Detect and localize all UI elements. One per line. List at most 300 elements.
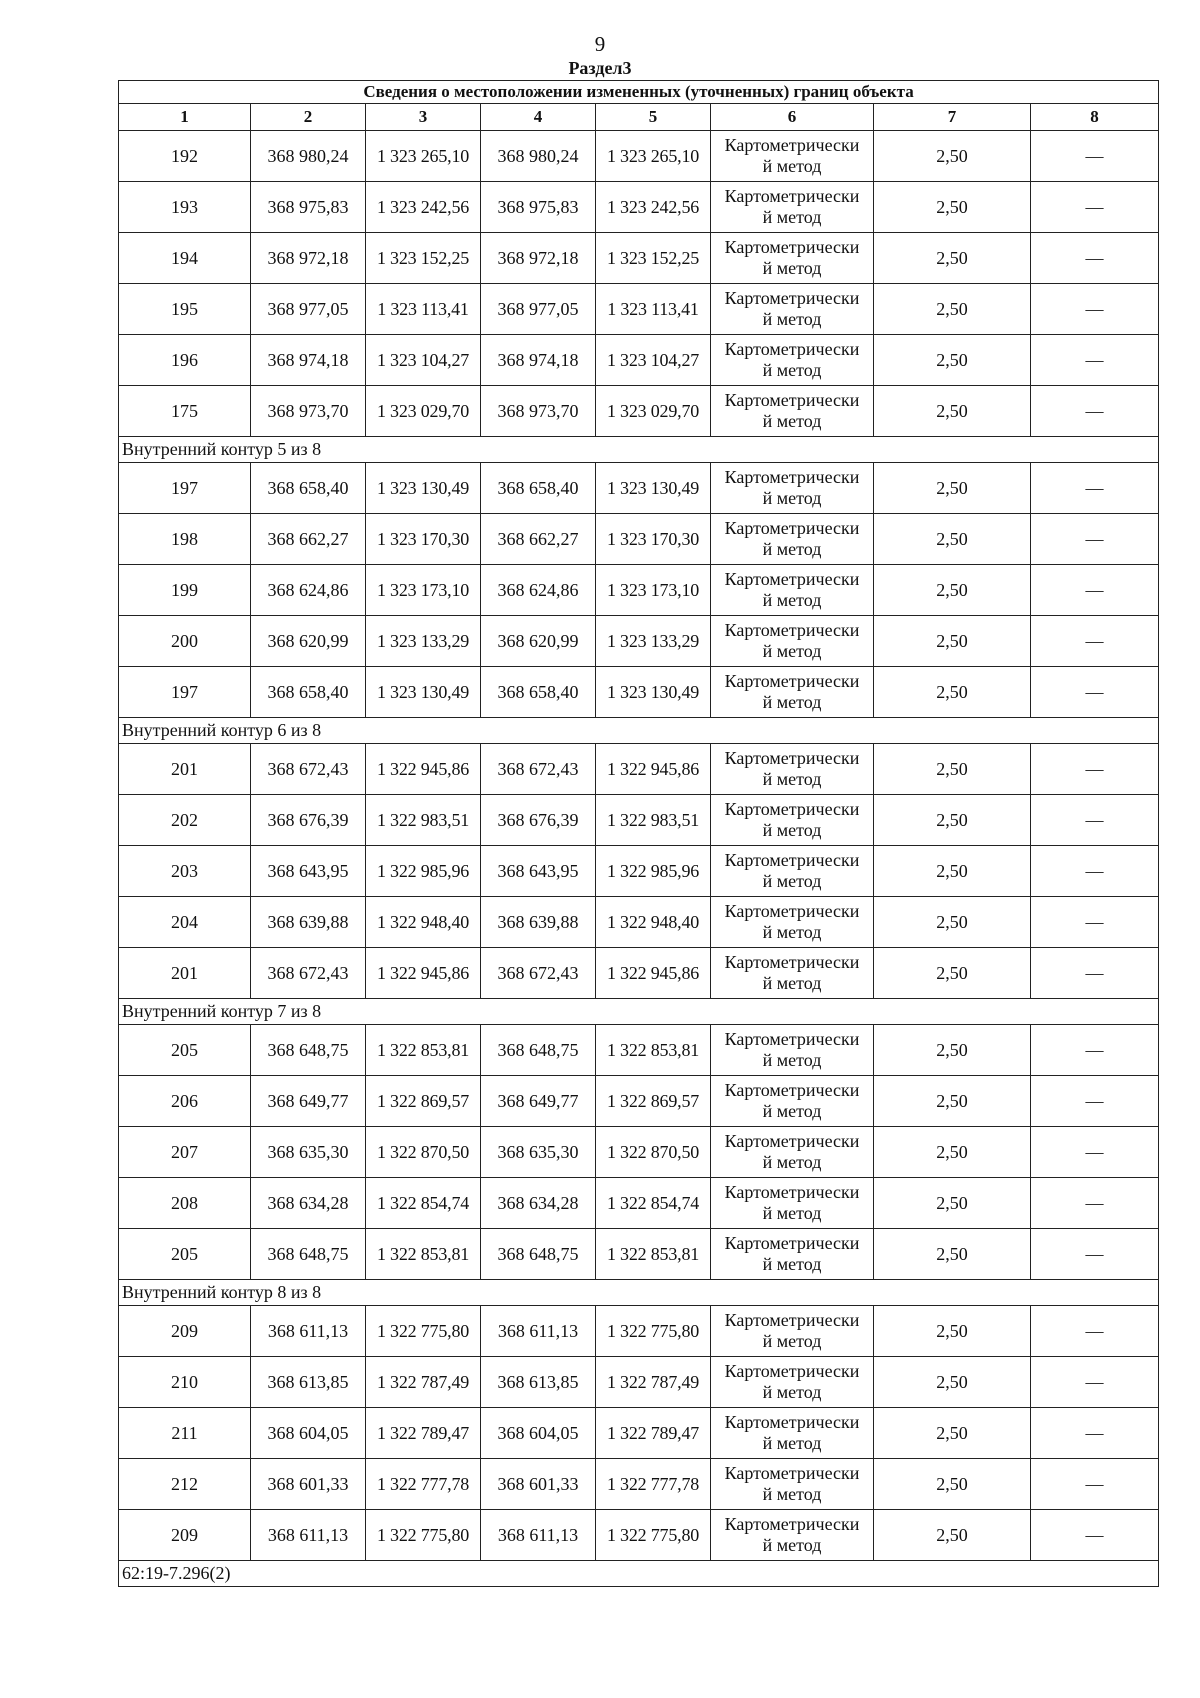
refined-y-coordinate: 1 322 775,80: [596, 1510, 711, 1561]
method-line-1: Картометрически: [724, 620, 860, 640]
refined-x-coordinate: 368 648,75: [481, 1229, 596, 1280]
precision-value: 2,50: [874, 744, 1031, 795]
refined-y-coordinate: 1 323 133,29: [596, 616, 711, 667]
empty-value-dash: —: [1031, 1076, 1159, 1127]
precision-value: 2,50: [874, 131, 1031, 182]
refined-x-coordinate: 368 974,18: [481, 335, 596, 386]
point-number: 212: [119, 1459, 251, 1510]
refined-y-coordinate: 1 322 853,81: [596, 1229, 711, 1280]
determination-method: [711, 386, 874, 437]
method-line-1: Картометрически: [724, 1514, 860, 1534]
refined-x-coordinate: 368 620,99: [481, 616, 596, 667]
refined-x-coordinate: 368 662,27: [481, 514, 596, 565]
precision-value: 2,50: [874, 897, 1031, 948]
determination-method: [711, 284, 874, 335]
refined-y-coordinate: 1 323 170,30: [596, 514, 711, 565]
contour-header-row: [119, 718, 1159, 744]
empty-value-dash: —: [1031, 667, 1159, 718]
method-line-1: Картометрически: [724, 1131, 860, 1151]
existing-y-coordinate: 1 322 775,80: [366, 1306, 481, 1357]
empty-value-dash: —: [1031, 182, 1159, 233]
existing-y-coordinate: 1 323 104,27: [366, 335, 481, 386]
precision-value: 2,50: [874, 386, 1031, 437]
existing-y-coordinate: 1 322 854,74: [366, 1178, 481, 1229]
refined-y-coordinate: 1 322 948,40: [596, 897, 711, 948]
method-line-1: Картометрически: [724, 467, 860, 487]
method-line-1: Картометрически: [724, 569, 860, 589]
precision-value: 2,50: [874, 667, 1031, 718]
refined-x-coordinate: 368 643,95: [481, 846, 596, 897]
refined-x-coordinate: 368 658,40: [481, 667, 596, 718]
point-number: 205: [119, 1025, 251, 1076]
column-number: 5: [596, 104, 711, 131]
existing-y-coordinate: 1 323 152,25: [366, 233, 481, 284]
method-line-2: й метод: [762, 258, 822, 278]
existing-x-coordinate: 368 648,75: [251, 1229, 366, 1280]
method-line-2: й метод: [762, 1152, 822, 1172]
table-row: [119, 1127, 1159, 1178]
point-number: 192: [119, 131, 251, 182]
method-line-2: й метод: [762, 820, 822, 840]
existing-x-coordinate: 368 977,05: [251, 284, 366, 335]
determination-method: [711, 463, 874, 514]
refined-x-coordinate: 368 649,77: [481, 1076, 596, 1127]
point-number: 210: [119, 1357, 251, 1408]
refined-x-coordinate: 368 980,24: [481, 131, 596, 182]
column-number: 8: [1031, 104, 1159, 131]
point-number: 199: [119, 565, 251, 616]
refined-y-coordinate: 1 322 870,50: [596, 1127, 711, 1178]
existing-x-coordinate: 368 648,75: [251, 1025, 366, 1076]
method-line-2: й метод: [762, 1535, 822, 1555]
refined-x-coordinate: 368 648,75: [481, 1025, 596, 1076]
refined-y-coordinate: 1 322 775,80: [596, 1306, 711, 1357]
method-line-2: й метод: [762, 1382, 822, 1402]
existing-y-coordinate: 1 322 985,96: [366, 846, 481, 897]
method-line-1: Картометрически: [724, 1080, 860, 1100]
determination-method: [711, 667, 874, 718]
determination-method: [711, 233, 874, 284]
refined-y-coordinate: 1 322 854,74: [596, 1178, 711, 1229]
determination-method: [711, 744, 874, 795]
existing-y-coordinate: 1 323 130,49: [366, 667, 481, 718]
determination-method: [711, 1408, 874, 1459]
refined-y-coordinate: 1 323 104,27: [596, 335, 711, 386]
existing-y-coordinate: 1 323 133,29: [366, 616, 481, 667]
table-row: [119, 463, 1159, 514]
refined-x-coordinate: 368 611,13: [481, 1510, 596, 1561]
determination-method: [711, 514, 874, 565]
empty-value-dash: —: [1031, 565, 1159, 616]
method-line-2: й метод: [762, 207, 822, 227]
existing-y-coordinate: 1 323 029,70: [366, 386, 481, 437]
empty-value-dash: —: [1031, 1306, 1159, 1357]
precision-value: 2,50: [874, 1127, 1031, 1178]
existing-y-coordinate: 1 322 853,81: [366, 1025, 481, 1076]
refined-x-coordinate: 368 672,43: [481, 948, 596, 999]
refined-y-coordinate: 1 323 029,70: [596, 386, 711, 437]
empty-value-dash: —: [1031, 1127, 1159, 1178]
existing-x-coordinate: 368 604,05: [251, 1408, 366, 1459]
empty-value-dash: —: [1031, 897, 1159, 948]
empty-value-dash: —: [1031, 846, 1159, 897]
point-number: 206: [119, 1076, 251, 1127]
refined-y-coordinate: 1 322 777,78: [596, 1459, 711, 1510]
empty-value-dash: —: [1031, 744, 1159, 795]
table-row: [119, 1459, 1159, 1510]
refined-y-coordinate: 1 323 113,41: [596, 284, 711, 335]
precision-value: 2,50: [874, 1408, 1031, 1459]
contour-label: Внутренний контур 5 из 8: [119, 437, 1159, 463]
empty-value-dash: —: [1031, 131, 1159, 182]
precision-value: 2,50: [874, 948, 1031, 999]
method-line-1: Картометрически: [724, 237, 860, 257]
existing-y-coordinate: 1 323 173,10: [366, 565, 481, 616]
method-line-2: й метод: [762, 1484, 822, 1504]
existing-y-coordinate: 1 322 983,51: [366, 795, 481, 846]
empty-value-dash: —: [1031, 1178, 1159, 1229]
method-line-2: й метод: [762, 1254, 822, 1274]
existing-x-coordinate: 368 639,88: [251, 897, 366, 948]
determination-method: [711, 1229, 874, 1280]
table-row: [119, 1025, 1159, 1076]
existing-x-coordinate: 368 611,13: [251, 1510, 366, 1561]
table-row: [119, 948, 1159, 999]
point-number: 211: [119, 1408, 251, 1459]
existing-x-coordinate: 368 972,18: [251, 233, 366, 284]
method-line-1: Картометрически: [724, 671, 860, 691]
precision-value: 2,50: [874, 284, 1031, 335]
existing-x-coordinate: 368 662,27: [251, 514, 366, 565]
precision-value: 2,50: [874, 1229, 1031, 1280]
refined-y-coordinate: 1 323 242,56: [596, 182, 711, 233]
precision-value: 2,50: [874, 1076, 1031, 1127]
empty-value-dash: —: [1031, 1229, 1159, 1280]
column-number: 2: [251, 104, 366, 131]
determination-method: [711, 1459, 874, 1510]
column-number: 6: [711, 104, 874, 131]
existing-y-coordinate: 1 322 945,86: [366, 744, 481, 795]
existing-x-coordinate: 368 620,99: [251, 616, 366, 667]
empty-value-dash: —: [1031, 463, 1159, 514]
determination-method: [711, 131, 874, 182]
point-number: 203: [119, 846, 251, 897]
refined-y-coordinate: 1 323 173,10: [596, 565, 711, 616]
existing-x-coordinate: 368 980,24: [251, 131, 366, 182]
point-number: 198: [119, 514, 251, 565]
method-line-2: й метод: [762, 1101, 822, 1121]
existing-y-coordinate: 1 322 948,40: [366, 897, 481, 948]
determination-method: [711, 1127, 874, 1178]
table-row: [119, 386, 1159, 437]
determination-method: [711, 616, 874, 667]
refined-x-coordinate: 368 634,28: [481, 1178, 596, 1229]
refined-x-coordinate: 368 613,85: [481, 1357, 596, 1408]
existing-x-coordinate: 368 658,40: [251, 463, 366, 514]
method-line-1: Картометрически: [724, 1233, 860, 1253]
precision-value: 2,50: [874, 1510, 1031, 1561]
boundary-coordinates-table: [118, 80, 1159, 1587]
existing-x-coordinate: 368 973,70: [251, 386, 366, 437]
method-line-1: Картометрически: [724, 339, 860, 359]
precision-value: 2,50: [874, 565, 1031, 616]
point-number: 205: [119, 1229, 251, 1280]
page-number: 9: [594, 32, 606, 56]
table-row: [119, 233, 1159, 284]
existing-x-coordinate: 368 649,77: [251, 1076, 366, 1127]
refined-y-coordinate: 1 323 130,49: [596, 463, 711, 514]
table-row: [119, 514, 1159, 565]
determination-method: [711, 897, 874, 948]
empty-value-dash: —: [1031, 1357, 1159, 1408]
method-line-2: й метод: [762, 309, 822, 329]
contour-header-row: [119, 1280, 1159, 1306]
point-number: 201: [119, 948, 251, 999]
existing-y-coordinate: 1 322 787,49: [366, 1357, 481, 1408]
table-row: [119, 846, 1159, 897]
method-line-1: Картометрически: [724, 135, 860, 155]
contour-label: Внутренний контур 7 из 8: [119, 999, 1159, 1025]
precision-value: 2,50: [874, 463, 1031, 514]
table-row: [119, 565, 1159, 616]
existing-x-coordinate: 368 975,83: [251, 182, 366, 233]
method-line-1: Картометрически: [724, 1182, 860, 1202]
table-row: [119, 1408, 1159, 1459]
point-number: 197: [119, 667, 251, 718]
contour-label: Внутренний контур 8 из 8: [119, 1280, 1159, 1306]
existing-y-coordinate: 1 323 113,41: [366, 284, 481, 335]
existing-y-coordinate: 1 323 170,30: [366, 514, 481, 565]
table-body: [119, 81, 1159, 1587]
method-line-1: Картометрически: [724, 952, 860, 972]
point-number: 196: [119, 335, 251, 386]
empty-value-dash: —: [1031, 233, 1159, 284]
point-number: 200: [119, 616, 251, 667]
determination-method: [711, 1306, 874, 1357]
contour-header-row: [119, 437, 1159, 463]
refined-y-coordinate: 1 322 945,86: [596, 948, 711, 999]
method-line-1: Картометрически: [724, 799, 860, 819]
refined-y-coordinate: 1 322 869,57: [596, 1076, 711, 1127]
existing-x-coordinate: 368 634,28: [251, 1178, 366, 1229]
existing-x-coordinate: 368 624,86: [251, 565, 366, 616]
precision-value: 2,50: [874, 1459, 1031, 1510]
method-line-1: Картометрически: [724, 1361, 860, 1381]
refined-y-coordinate: 1 322 985,96: [596, 846, 711, 897]
table-row: [119, 1306, 1159, 1357]
method-line-2: й метод: [762, 922, 822, 942]
method-line-1: Картометрически: [724, 186, 860, 206]
table-row: [119, 335, 1159, 386]
determination-method: [711, 565, 874, 616]
method-line-1: Картометрически: [724, 1463, 860, 1483]
section-title: Раздел3: [568, 58, 632, 78]
method-line-2: й метод: [762, 156, 822, 176]
existing-x-coordinate: 368 672,43: [251, 744, 366, 795]
table-row: [119, 1178, 1159, 1229]
existing-y-coordinate: 1 323 242,56: [366, 182, 481, 233]
refined-y-coordinate: 1 322 789,47: [596, 1408, 711, 1459]
refined-x-coordinate: 368 639,88: [481, 897, 596, 948]
method-line-2: й метод: [762, 1050, 822, 1070]
existing-x-coordinate: 368 676,39: [251, 795, 366, 846]
empty-value-dash: —: [1031, 948, 1159, 999]
table-row: [119, 1510, 1159, 1561]
empty-value-dash: —: [1031, 514, 1159, 565]
refined-y-coordinate: 1 323 130,49: [596, 667, 711, 718]
table-row: [119, 1076, 1159, 1127]
precision-value: 2,50: [874, 182, 1031, 233]
point-number: 204: [119, 897, 251, 948]
determination-method: [711, 1510, 874, 1561]
precision-value: 2,50: [874, 233, 1031, 284]
table-row: [119, 897, 1159, 948]
determination-method: [711, 1357, 874, 1408]
existing-x-coordinate: 368 613,85: [251, 1357, 366, 1408]
table-row: [119, 667, 1159, 718]
method-line-2: й метод: [762, 973, 822, 993]
table-row: [119, 131, 1159, 182]
method-line-2: й метод: [762, 590, 822, 610]
table-row: [119, 744, 1159, 795]
point-number: 209: [119, 1510, 251, 1561]
cadastral-number: 62:19-7.296(2): [119, 1561, 1159, 1587]
table-row: [119, 182, 1159, 233]
point-number: 202: [119, 795, 251, 846]
refined-x-coordinate: 368 604,05: [481, 1408, 596, 1459]
existing-x-coordinate: 368 635,30: [251, 1127, 366, 1178]
method-line-2: й метод: [762, 692, 822, 712]
footer-row: [119, 1561, 1159, 1587]
refined-y-coordinate: 1 322 853,81: [596, 1025, 711, 1076]
precision-value: 2,50: [874, 1178, 1031, 1229]
contour-header-row: [119, 999, 1159, 1025]
precision-value: 2,50: [874, 1306, 1031, 1357]
method-line-2: й метод: [762, 1331, 822, 1351]
existing-x-coordinate: 368 643,95: [251, 846, 366, 897]
refined-x-coordinate: 368 972,18: [481, 233, 596, 284]
column-number: 1: [119, 104, 251, 131]
refined-y-coordinate: 1 322 945,86: [596, 744, 711, 795]
determination-method: [711, 795, 874, 846]
precision-value: 2,50: [874, 616, 1031, 667]
refined-y-coordinate: 1 323 265,10: [596, 131, 711, 182]
precision-value: 2,50: [874, 795, 1031, 846]
determination-method: [711, 846, 874, 897]
empty-value-dash: —: [1031, 1510, 1159, 1561]
table-row: [119, 284, 1159, 335]
refined-x-coordinate: 368 672,43: [481, 744, 596, 795]
refined-x-coordinate: 368 973,70: [481, 386, 596, 437]
precision-value: 2,50: [874, 335, 1031, 386]
empty-value-dash: —: [1031, 795, 1159, 846]
existing-y-coordinate: 1 322 869,57: [366, 1076, 481, 1127]
method-line-2: й метод: [762, 641, 822, 661]
point-number: 194: [119, 233, 251, 284]
point-number: 201: [119, 744, 251, 795]
determination-method: [711, 1178, 874, 1229]
empty-value-dash: —: [1031, 335, 1159, 386]
existing-y-coordinate: 1 322 775,80: [366, 1510, 481, 1561]
existing-y-coordinate: 1 322 945,86: [366, 948, 481, 999]
precision-value: 2,50: [874, 1025, 1031, 1076]
existing-x-coordinate: 368 658,40: [251, 667, 366, 718]
table-row: [119, 1229, 1159, 1280]
empty-value-dash: —: [1031, 616, 1159, 667]
refined-x-coordinate: 368 601,33: [481, 1459, 596, 1510]
refined-y-coordinate: 1 323 152,25: [596, 233, 711, 284]
method-line-1: Картометрически: [724, 1412, 860, 1432]
empty-value-dash: —: [1031, 1408, 1159, 1459]
point-number: 208: [119, 1178, 251, 1229]
table-caption: Сведения о местоположении измененных (уточненных) границ объекта: [119, 81, 1159, 104]
refined-x-coordinate: 368 977,05: [481, 284, 596, 335]
column-number-row: [119, 104, 1159, 131]
method-line-1: Картометрически: [724, 1310, 860, 1330]
method-line-1: Картометрически: [724, 850, 860, 870]
existing-y-coordinate: 1 323 265,10: [366, 131, 481, 182]
existing-y-coordinate: 1 322 789,47: [366, 1408, 481, 1459]
table-caption-row: [119, 81, 1159, 104]
method-line-2: й метод: [762, 539, 822, 559]
table-row: [119, 616, 1159, 667]
method-line-1: Картометрически: [724, 1029, 860, 1049]
precision-value: 2,50: [874, 1357, 1031, 1408]
method-line-2: й метод: [762, 411, 822, 431]
method-line-1: Картометрически: [724, 390, 860, 410]
column-number: 4: [481, 104, 596, 131]
existing-x-coordinate: 368 672,43: [251, 948, 366, 999]
table-row: [119, 795, 1159, 846]
column-number: 7: [874, 104, 1031, 131]
existing-x-coordinate: 368 974,18: [251, 335, 366, 386]
table-row: [119, 1357, 1159, 1408]
column-number: 3: [366, 104, 481, 131]
refined-x-coordinate: 368 635,30: [481, 1127, 596, 1178]
determination-method: [711, 182, 874, 233]
method-line-1: Картометрически: [724, 518, 860, 538]
refined-x-coordinate: 368 658,40: [481, 463, 596, 514]
method-line-2: й метод: [762, 769, 822, 789]
refined-y-coordinate: 1 322 787,49: [596, 1357, 711, 1408]
determination-method: [711, 335, 874, 386]
point-number: 207: [119, 1127, 251, 1178]
precision-value: 2,50: [874, 514, 1031, 565]
determination-method: [711, 1076, 874, 1127]
empty-value-dash: —: [1031, 1459, 1159, 1510]
point-number: 193: [119, 182, 251, 233]
method-line-2: й метод: [762, 1203, 822, 1223]
existing-y-coordinate: 1 322 870,50: [366, 1127, 481, 1178]
refined-x-coordinate: 368 975,83: [481, 182, 596, 233]
method-line-2: й метод: [762, 360, 822, 380]
method-line-2: й метод: [762, 871, 822, 891]
precision-value: 2,50: [874, 846, 1031, 897]
existing-y-coordinate: 1 323 130,49: [366, 463, 481, 514]
point-number: 195: [119, 284, 251, 335]
point-number: 197: [119, 463, 251, 514]
empty-value-dash: —: [1031, 1025, 1159, 1076]
refined-x-coordinate: 368 624,86: [481, 565, 596, 616]
existing-y-coordinate: 1 322 853,81: [366, 1229, 481, 1280]
empty-value-dash: —: [1031, 284, 1159, 335]
refined-y-coordinate: 1 322 983,51: [596, 795, 711, 846]
method-line-2: й метод: [762, 488, 822, 508]
method-line-2: й метод: [762, 1433, 822, 1453]
empty-value-dash: —: [1031, 386, 1159, 437]
point-number: 209: [119, 1306, 251, 1357]
point-number: 175: [119, 386, 251, 437]
